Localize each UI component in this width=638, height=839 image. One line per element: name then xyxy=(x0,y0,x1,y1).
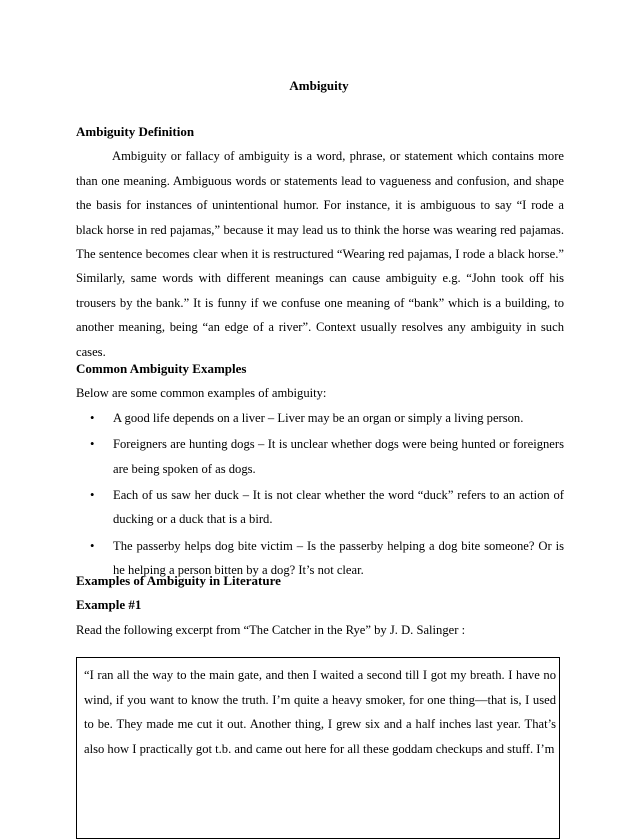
literature-intro: Read the following excerpt from “The Catcher in the Rye” by J. D. Salinger : xyxy=(76,622,466,637)
literature-section xyxy=(76,569,564,642)
list-item-text: The passerby helps dog bite victim – Is the passerby helping a dog bite someone? Or is he helping a person bitten by a dog? It’s not clear. xyxy=(113,538,564,578)
bullet-icon: • xyxy=(90,410,95,425)
common-examples-intro: Below are some common examples of ambiguity: xyxy=(76,386,327,401)
list-item-text: Foreigners are hunting dogs – It is unclear whether dogs were being hunted or foreigners are being spoken of as dogs. xyxy=(113,437,564,476)
bullet-icon: • xyxy=(90,437,95,452)
list-item-text: Each of us saw her duck – It is not clear whether the word “duck” refers to an action of ducking or a duck that is a bird. xyxy=(113,488,564,527)
literature-heading: Examples of Ambiguity in Literature xyxy=(76,573,281,588)
quote-box: “I ran all the way to the main gate, and then I waited a second till I got my breath. I have no wind, if you want to know the truth. I’m quite a heavy smoker, for one thing—that is, I used to be. They made me cut it out. Another thing, I grew six and a half inches last year. That’s also how I practically got t.b. and came out here for all these goddam checkups and stuff. I’m xyxy=(76,657,560,839)
definition-paragraph: Ambiguity or fallacy of ambiguity is a word, phrase, or statement which contains more than one meaning. Ambiguous words or statements lead to vagueness and confusion, and shape the basis for instances of unintentional humor. For instance, it is ambiguous to say “I rode a black horse in red pajamas,” because it may lead us to think the horse was wearing red pajamas. The sentence becomes clear when it is restructured “Wearing red pajamas, I rode a black horse.” Similarly, same words with different meanings can cause ambiguity e.g. “John took off his trousers by the bank.” It is funny if we confuse one meaning of “bank” which is a building, to another meaning, being “an edge of a river”. Context usually resolves any ambiguity in such cases. xyxy=(76,149,564,359)
common-examples-list xyxy=(76,406,564,583)
document-title: Ambiguity xyxy=(289,78,349,93)
list-item xyxy=(76,406,564,430)
common-examples-heading: Common Ambiguity Examples xyxy=(76,361,247,376)
list-item-text: A good life depends on a liver – Liver may be an organ or simply a living person. xyxy=(113,410,524,425)
example-label: Example #1 xyxy=(76,597,142,613)
list-item xyxy=(76,432,564,481)
common-examples-section xyxy=(76,357,564,585)
definition-section xyxy=(76,120,564,364)
list-item xyxy=(76,483,564,532)
bullet-icon: • xyxy=(90,538,95,553)
definition-heading: Ambiguity Definition xyxy=(76,124,195,139)
bullet-icon: • xyxy=(90,488,95,503)
